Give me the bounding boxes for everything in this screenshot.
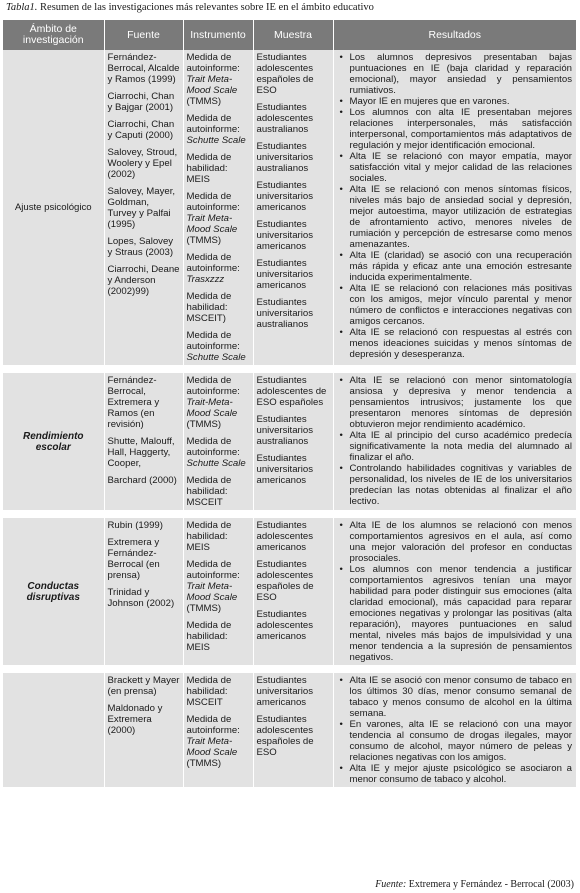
header-resultados: Resultados	[333, 20, 576, 50]
result-item: • Alta IE se asoció con menor consumo de tabaco en los últimos 30 días, menor consumo semanal de tabaco y menos consumo de alcohol en la última semana.	[340, 675, 573, 719]
result-item: • Los alumnos con alta IE presentaban mejores relaciones interpersonales, más satisfacción interpersonal, comportamientos más adaptativos de regulación y mejor identificación emocional.	[340, 107, 573, 151]
instrument-part: Trait-Meta-Mood Scale	[186, 397, 238, 419]
result-item: • Alta IE y mejor ajuste psicológico se asociaron a menor consumo de tabaco y alcohol.	[340, 763, 573, 785]
instrument-part: Schutte Scale	[186, 135, 246, 146]
header-row	[3, 20, 576, 50]
instrument-part: (TMMS)	[186, 419, 222, 430]
fuente-cell	[104, 50, 183, 365]
instrument-part: Medida de autoinforme:	[186, 714, 240, 736]
results-list	[340, 520, 573, 663]
instrument-part: Medida de autoinforme:	[186, 559, 240, 581]
study-muestra-text: Estudiantes adolescentes americanos	[256, 520, 314, 553]
study-instrumento	[187, 375, 250, 430]
study-muestra-text: Estudiantes adolescentes españoles de ESO	[256, 559, 314, 603]
study-fuente	[108, 520, 180, 531]
instrumento-cell	[183, 518, 253, 665]
study-fuente	[108, 475, 180, 486]
muestra-cell	[253, 373, 333, 510]
results-list	[340, 675, 573, 785]
instrument-part: Medida de habilidad:	[186, 520, 232, 542]
table-body	[3, 50, 576, 787]
instrument-part: MEIS	[186, 174, 210, 185]
muestra-cell	[253, 673, 333, 787]
study-fuente	[108, 91, 180, 113]
study-muestra	[257, 559, 330, 603]
fuente-cell	[104, 518, 183, 665]
fuente-cell	[104, 673, 183, 787]
study-fuente	[108, 147, 180, 180]
study-muestra-text: Estudiantes adolescentes de ESO españoles	[256, 375, 327, 408]
instrument-part: Medida de autoinforme:	[186, 252, 240, 274]
fuente-cell	[104, 373, 183, 510]
study-muestra	[257, 102, 330, 135]
source-text: Extremera y Fernández - Berrocal (2003)	[408, 879, 574, 890]
results-list	[340, 52, 573, 360]
study-fuente	[108, 675, 180, 697]
instrumento-cell	[183, 673, 253, 787]
area-cell	[3, 673, 104, 787]
study-fuente-text: Lopes, Salovey y Straus (2003)	[107, 236, 174, 258]
study-fuente	[108, 537, 180, 581]
instrumento-cell	[183, 50, 253, 365]
study-muestra	[257, 609, 330, 642]
study-instrumento	[187, 520, 250, 553]
study-fuente-text: Rubin (1999)	[107, 520, 163, 531]
study-fuente-text: Fernández-Berrocal, Alcalde y Ramos (1999)	[107, 52, 180, 85]
study-muestra-text: Estudiantes adolescentes españoles de ESO	[256, 714, 314, 758]
instrument-part: Schutte Scale	[186, 458, 246, 469]
study-muestra-text: Estudiantes universitarios australianos	[256, 414, 314, 447]
study-instrumento	[187, 436, 250, 469]
study-fuente	[108, 52, 180, 85]
study-instrumento	[187, 152, 250, 185]
muestra-cell	[253, 518, 333, 665]
instrument-part: MEIS	[186, 542, 210, 553]
result-item: • Alta IE (claridad) se asoció con una recuperación más rápida y eficaz ante una emoción estresante inducida experimentalmente.	[340, 250, 573, 283]
group-separator	[3, 510, 576, 518]
study-muestra-text: Estudiantes universitarios americanos	[256, 180, 314, 213]
study-muestra	[257, 297, 330, 330]
study-fuente-text: Salovey, Stroud, Woolery y Epel (2002)	[107, 147, 178, 180]
area-cell: Ajuste psicológico	[3, 50, 104, 365]
result-item: • Alta IE se relacionó con relaciones más positivas con los amigos, mejor vínculo parental y menor número de conflictos e interacciones negativas con amigos cercanos.	[340, 283, 573, 327]
instrument-part: (TMMS)	[186, 96, 222, 107]
study-instrumento	[187, 113, 250, 146]
study-fuente-text: Maldonado y Extremera (2000)	[107, 703, 163, 736]
study-fuente	[108, 436, 180, 469]
separator-cell	[3, 365, 576, 373]
instrument-part: MSCEIT)	[186, 313, 226, 324]
result-item: • Alta IE se relacionó con menor sintomatología ansiosa y depresiva y menor tendencia a pensamientos intrusivos; justamente los que presentaron menores síntomas de depresión obtuvieron mejor rendimiento académico.	[340, 375, 573, 430]
study-muestra-text: Estudiantes adolescentes españoles de ESO	[256, 52, 314, 96]
study-muestra-text: Estudiantes adolescentes americanos	[256, 609, 314, 642]
instrument-part: Trasxzzz	[186, 274, 225, 285]
study-fuente	[108, 703, 180, 736]
instrument-part: Trait Meta-Mood Scale	[186, 581, 238, 603]
study-muestra	[257, 258, 330, 291]
table-row	[3, 518, 576, 665]
study-fuente-text: Trinidad y Johnson (2002)	[107, 587, 175, 609]
study-fuente-text: Ciarrochi, Chan y Caputi (2000)	[107, 119, 175, 141]
instrument-part: Medida de habilidad:	[186, 152, 232, 174]
instrument-part: (TMMS)	[186, 758, 222, 769]
study-instrumento	[187, 559, 250, 614]
study-muestra	[257, 52, 330, 96]
table-row	[3, 673, 576, 787]
result-item: • Mayor IE en mujeres que en varones.	[340, 96, 573, 107]
study-muestra	[257, 414, 330, 447]
result-item: • Alta IE se relacionó con respuestas al estrés con menos ideaciones suicidas y menos síntomas de depresión y desesperanza.	[340, 327, 573, 360]
study-fuente-text: Ciarrochi, Chan y Bajgar (2001)	[107, 91, 175, 113]
study-muestra	[257, 180, 330, 213]
study-muestra-text: Estudiantes universitarios americanos	[256, 453, 314, 486]
result-item: • Los alumnos depresivos presentaban bajas puntuaciones en IE (baja claridad y reparación emocional), mayor ansiedad y pensamientos rumiativos.	[340, 52, 573, 96]
study-muestra	[257, 520, 330, 553]
study-muestra-text: Estudiantes universitarios australianos	[256, 297, 314, 330]
instrument-part: MSCEIT	[186, 697, 223, 708]
study-instrumento	[187, 620, 250, 653]
study-fuente	[108, 264, 180, 297]
study-muestra	[257, 141, 330, 174]
study-muestra	[257, 675, 330, 708]
separator-cell	[3, 510, 576, 518]
instrument-part: Medida de autoinforme:	[186, 436, 240, 458]
study-fuente	[108, 119, 180, 141]
table-row	[3, 373, 576, 510]
table-row	[3, 50, 576, 365]
study-fuente-text: Ciarrochi, Deane y Anderson (2002)99)	[107, 264, 180, 297]
instrument-part: Trait Meta-Mood Scale	[186, 213, 238, 235]
result-item: • Alta IE se relacionó con menos síntomas físicos, niveles más bajo de ansiedad social y depresión, mejor autoestima, mayor utilización de estrategias de afrontamiento activo, menores niveles de rumiación y percepción de estresarse como menos amenazantes.	[340, 184, 573, 250]
study-muestra-text: Estudiantes universitarios americanos	[256, 675, 314, 708]
instrument-part: Medida de habilidad:	[186, 475, 232, 497]
caption-label: Tabla1.	[6, 2, 38, 13]
instrument-part: Medida de autoinforme:	[186, 330, 240, 352]
study-fuente	[108, 186, 180, 230]
instrumento-cell	[183, 373, 253, 510]
muestra-cell	[253, 50, 333, 365]
header-instrumento: Instrumento	[183, 20, 253, 50]
study-fuente	[108, 236, 180, 258]
study-instrumento	[187, 52, 250, 107]
study-instrumento	[187, 191, 250, 246]
study-fuente-text: Shutte, Malouff, Hall, Haggerty, Cooper,	[107, 436, 175, 469]
instrument-part: (TMMS)	[186, 235, 222, 246]
result-item: • Alta IE al principio del curso académico predecía significativamente la nota media del alumnado al finalizar el año.	[340, 430, 573, 463]
result-item: • Alta IE de los alumnos se relacionó con menos comportamientos agresivos en el aula, así como una mejor valoración del profesor en conductas prosociales.	[340, 520, 573, 564]
resultados-cell	[333, 50, 576, 365]
header-muestra: Muestra	[253, 20, 333, 50]
instrument-part: MSCEIT	[186, 497, 223, 508]
resultados-cell	[333, 518, 576, 665]
study-fuente-text: Barchard (2000)	[107, 475, 177, 486]
resultados-cell	[333, 673, 576, 787]
separator-cell	[3, 665, 576, 673]
instrument-part: Trait Meta-Mood Scale	[186, 736, 238, 758]
group-separator	[3, 665, 576, 673]
study-muestra-text: Estudiantes universitarios australianos	[256, 141, 314, 174]
study-muestra-text: Estudiantes adolescentes australianos	[256, 102, 314, 135]
instrument-part: Medida de autoinforme:	[186, 52, 240, 74]
study-muestra	[257, 453, 330, 486]
result-item: • Alta IE se relacionó con mayor empatía, mayor satisfacción vital y mejor calidad de las relaciones sociales.	[340, 151, 573, 184]
resultados-cell	[333, 373, 576, 510]
study-fuente-text: Salovey, Mayer, Goldman, Turvey y Palfai (1995)	[107, 186, 176, 230]
study-muestra	[257, 375, 330, 408]
instrument-part: Trait Meta-Mood Scale	[186, 74, 238, 96]
study-instrumento	[187, 675, 250, 708]
area-cell: Rendimiento escolar	[3, 373, 104, 510]
table-caption	[6, 2, 374, 13]
study-muestra	[257, 714, 330, 758]
source-label: Fuente:	[375, 879, 407, 890]
instrument-part: Medida de habilidad:	[186, 675, 232, 697]
study-instrumento	[187, 475, 250, 508]
header-fuente: Fuente	[104, 20, 183, 50]
results-list	[340, 375, 573, 507]
instrument-part: Medida de habilidad:	[186, 620, 232, 642]
instrument-part: (TMMS)	[186, 603, 222, 614]
research-summary-table	[3, 20, 576, 787]
result-item: • Los alumnos con menor tendencia a justificar comportamientos agresivos tenían una mayor habilidad para poder distinguir sus emociones (alta claridad emocional), más capacidad para reparar emociones negativas y prolongar las positivas (alta reparación), mayores puntuaciones en salud mental, niveles más bajos de impulsividad y una menor tendencia a la supresión de pensamientos negativos.	[340, 564, 573, 663]
study-instrumento	[187, 714, 250, 769]
study-instrumento	[187, 330, 250, 363]
study-instrumento	[187, 252, 250, 285]
study-fuente-text: Extremera y Fernández-Berrocal (en prensa)	[107, 537, 160, 581]
instrument-part: Medida de autoinforme:	[186, 191, 240, 213]
study-muestra-text: Estudiantes universitarios americanos	[256, 258, 314, 291]
study-fuente	[108, 587, 180, 609]
study-fuente-text: Brackett y Mayer (en prensa)	[107, 675, 180, 697]
study-muestra	[257, 219, 330, 252]
instrument-part: MEIS	[186, 642, 210, 653]
study-instrumento	[187, 291, 250, 324]
header-ambito: Ámbito de investigación	[3, 20, 104, 50]
group-separator	[3, 365, 576, 373]
instrument-part: Schutte Scale	[186, 352, 246, 363]
study-fuente-text: Fernández-Berrocal, Extremera y Ramos (en revisión)	[107, 375, 160, 430]
instrument-part: Medida de autoinforme:	[186, 375, 240, 397]
study-fuente	[108, 375, 180, 430]
result-item: • En varones, alta IE se relacionó con una mayor tendencia al consumo de drogas ilegales, mayor consumo de alcohol, mayor número de peleas y relaciones negativas con los amigos.	[340, 719, 573, 763]
table-source	[375, 879, 574, 890]
result-item: • Controlando habilidades cognitivas y variables de personalidad, los niveles de IE de los universitarios predecían las notas obtenidas al finalizar el año lectivo.	[340, 463, 573, 507]
area-cell: Conductas disruptivas	[3, 518, 104, 665]
instrument-part: Medida de autoinforme:	[186, 113, 240, 135]
caption-text: Resumen de las investigaciones más relevantes sobre IE en el ámbito educativo	[40, 2, 374, 13]
study-muestra-text: Estudiantes universitarios americanos	[256, 219, 314, 252]
instrument-part: Medida de habilidad:	[186, 291, 232, 313]
